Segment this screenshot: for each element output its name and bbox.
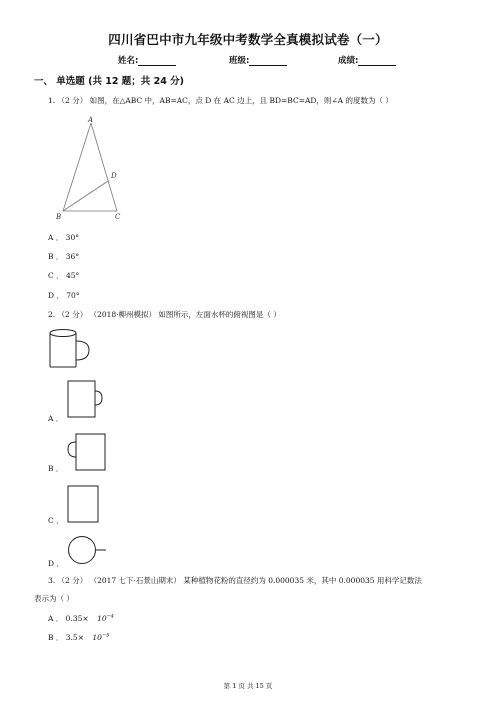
q2-option-c-figure (64, 484, 104, 526)
label-a: A (88, 116, 94, 124)
q2-option-c[interactable]: C ． (48, 516, 64, 525)
q2-option-d-figure (62, 534, 110, 566)
option-c-rect (68, 486, 98, 522)
q1-option-c[interactable]: C ． 45° (48, 271, 80, 280)
q3-option-b[interactable] (48, 632, 109, 643)
name-label: 姓名: (118, 56, 139, 66)
page-footer: 第 1 页 共 15 页 (223, 682, 273, 690)
label-d: D (111, 172, 117, 180)
label-c: C (115, 213, 121, 221)
q2-option-b-figure (64, 431, 110, 475)
option-d-circle (69, 537, 96, 564)
q3-option-b-label: B ． 3.5× (48, 633, 84, 642)
q3-option-a-label: A ． 0.35× (48, 614, 89, 623)
q2-option-a[interactable]: A ． (48, 414, 64, 423)
q1-option-d[interactable]: D ． 70° (48, 291, 80, 300)
side-ab (63, 123, 91, 211)
q2-option-d[interactable]: D ． (48, 559, 64, 568)
cup-handle (76, 341, 89, 360)
option-b-handle (68, 442, 76, 457)
class-blank (249, 56, 287, 66)
cup-figure (46, 326, 96, 374)
score-blank (358, 56, 396, 66)
score-field (338, 54, 396, 66)
class-field (229, 54, 287, 66)
segment-bd (63, 181, 108, 211)
side-ac (91, 123, 117, 211)
q3-option-b-exp: −5 (101, 632, 110, 639)
class-label: 班级: (229, 56, 250, 66)
option-a-body (68, 381, 95, 417)
score-label: 成绩: (338, 56, 359, 66)
q3-option-b-power (92, 633, 109, 642)
label-b: B (56, 213, 62, 221)
question-3-stem-cont: 表示为（ ） (34, 594, 74, 603)
q3-option-a-power (97, 614, 114, 623)
q2-option-b[interactable]: B ． (48, 464, 64, 473)
page-title: 四川省巴中市九年级中考数学全真模拟试卷（一） (108, 32, 388, 47)
name-field (118, 54, 176, 66)
section-heading: 一、 单选题 (共 12 题；共 24 分) (34, 76, 184, 87)
q3-option-a-base: 10 (97, 614, 107, 623)
question-1-stem: 1. （2 分） 如图，在△ABC 中，AB=AC，点 D 在 AC 边上，且 BD=BC=AD，则∠A 的度数为（ ） (48, 96, 393, 105)
q3-option-b-base: 10 (92, 633, 102, 642)
q3-option-a[interactable] (48, 613, 114, 624)
name-blank (138, 56, 176, 66)
q3-option-a-exp: −4 (106, 613, 114, 620)
option-b-body (76, 434, 105, 470)
question-2-stem: 2. （2 分） （2018·柳州模拟） 如图所示，左面水杯的俯视图是（ ） (48, 310, 281, 319)
q1-option-b[interactable]: B ． 36° (48, 252, 80, 261)
triangle-figure (55, 115, 130, 223)
option-a-handle (95, 391, 102, 405)
q1-option-a[interactable]: A ． 30° (48, 233, 79, 242)
question-3-stem: 3. （2 分） （2017 七下·石景山期末） 某种植物花粉的直径约为 0.000035 米，其中 0.000035 用科学记数法 (48, 576, 422, 585)
q2-option-a-figure (64, 378, 106, 422)
cup-rim (50, 330, 76, 337)
